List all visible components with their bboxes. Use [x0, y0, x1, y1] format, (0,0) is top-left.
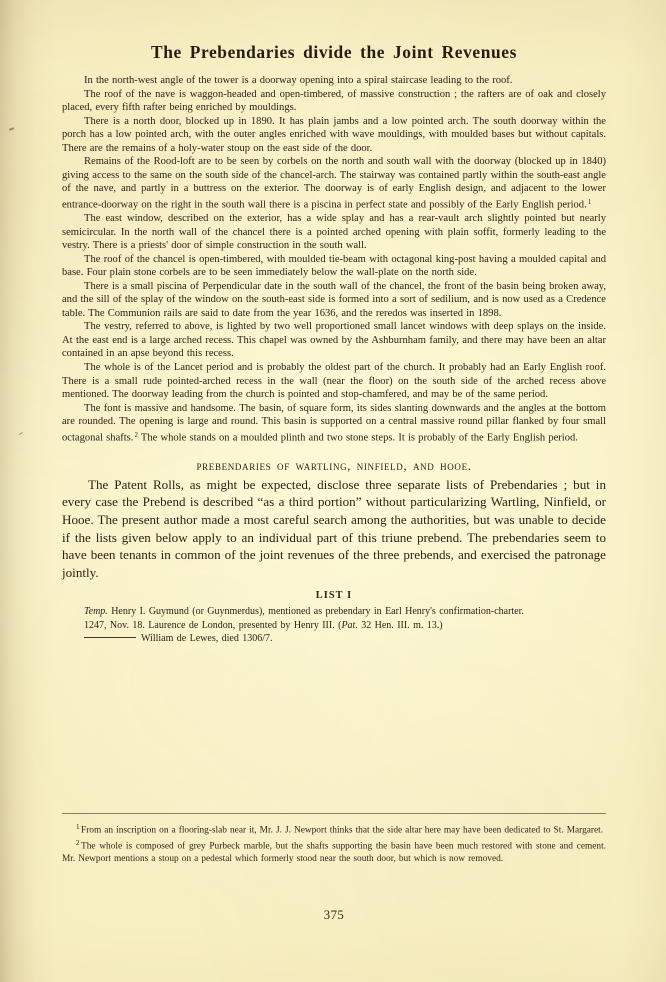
list-item — [62, 619, 606, 632]
body-text-block — [62, 74, 606, 445]
page-content-column — [62, 0, 606, 982]
section-paragraph-part-1: The Patent Rolls, as might be expected, disclose three separate lists of Prebendaries ; but in every case the Prebend is described — [62, 476, 606, 510]
paragraph-with-footnote-ref — [62, 155, 606, 212]
footnote-divider-rule — [62, 813, 606, 814]
page-number: 375 — [323, 908, 345, 922]
section-paragraph-part-2: without particularizing Wartling, Ninfield, or Hooe. The present author made a most careful search among the authorities, but was unable to decide if the lists given below apply to an individual part of this triune prebend. The prebendaries seem to have been tenants in common of the joint revenues of the three prebends, and exercised the patronage jointly. — [62, 494, 606, 580]
footnote-marker: 1 — [76, 823, 80, 831]
footnote-area — [62, 813, 606, 865]
repeat-entry-rule — [84, 637, 136, 638]
paragraph: The east window, described on the exterior, has a wide splay and has a rear-vault arch slightly pointed but nearly semicircular. In the north wall of the chancel there is a pointed arched opening with plain soffit, formerly leading to the vestry. There is a priests' door of simple construction in the south wall. — [62, 212, 606, 252]
footnote-text: From an inscription on a flooring-slab near it, Mr. J. J. Newport thinks that the side altar here may have been dedicated to St. Margaret. — [81, 825, 604, 836]
list-item-italic-tail: Pat. — [341, 619, 358, 631]
paragraph: The whole is of the Lancet period and is probably the oldest part of the church. It probably had an Early English roof. There is a small rude pointed-arched recess in the wall (near the floor) on the south side of the arched recess above mentioned. The doorway leading from the church is pointed and stop-chamfered, and may be of the same period. — [62, 361, 606, 401]
list-item-text-tail: 32 Hen. III. m. 13.) — [357, 619, 443, 631]
quoted-phrase: “as a third portion” — [257, 494, 362, 510]
footnote — [62, 837, 606, 865]
paragraph: In the north-west angle of the tower is a doorway opening into a spiral staircase leading to the roof. — [84, 75, 513, 86]
paragraph: The roof of the chancel is open-timbered, with moulded tie-beam with octagonal king-post having a moulded capital and base. Four plain stone corbels are to be seen immediately below the wall-plate on the north side. — [62, 253, 606, 279]
footnote-reference-2: 2 — [134, 430, 138, 439]
prebendary-list — [62, 605, 606, 645]
paragraph-tail: The whole stands on a moulded plinth and two stone steps. It is probably of the Early English period. — [137, 432, 578, 444]
list-item-text: 1247, Nov. 18. Laurence de London, presented by Henry III. ( — [84, 619, 342, 631]
paragraph-text: The font is massive and handsome. The basin, of square form, its sides slanting downwards and the angles at the bottom are rounded. The opening is large and round. This basin is supported on a central massive round pillar flanked by four small octagonal shafts. — [62, 402, 606, 444]
section-body-block — [62, 476, 606, 582]
list-heading: LIST I — [315, 590, 353, 602]
page-title: The Prebendaries divide the Joint Revenues — [151, 42, 517, 62]
footnote — [62, 821, 606, 837]
list-item — [62, 605, 606, 618]
margin-speck — [19, 432, 23, 435]
list-item — [62, 632, 606, 645]
list-item-text: William de Lewes, died 1306/7. — [141, 632, 273, 644]
list-item-text: Henry I. Guymund (or Guynmerdus), mentioned as prebendary in Earl Henry's confirmation-charter. — [107, 606, 524, 618]
margin-speck — [9, 127, 14, 130]
footnote-text: The whole is composed of grey Purbeck marble, but the shafts supporting the basin have been much restored with stone and cement. Mr. Newport mentions a stoup on a pedestal which formerly stood near the south door, but which is now removed. — [62, 841, 606, 864]
paragraph: The vestry, referred to above, is lighted by two well proportioned small lancet windows with deep splays on the inside. At the east end is a large arched recess. This chapel was owned by the Ashburnham family, and there may have been an altar contained in an apse beyond this recess. — [62, 321, 606, 360]
paragraph-with-footnote-ref — [62, 402, 606, 445]
paragraph: There is a small piscina of Perpendicular date in the south wall of the chancel, the front of the basin being broken away, and the sill of the splay of the window on the south-east side is formed into a sort of sedilium, and is now used as a Credence table. The Communion rails are said to date from the year 1636, and the reredos was inserted in 1898. — [62, 280, 606, 319]
footnote-reference-1: 1 — [587, 197, 592, 206]
footnote-marker: 2 — [76, 838, 80, 847]
list-item-italic-lead: Temp. — [84, 606, 108, 618]
section-heading-prebendaries: prebendaries of wartling, ninfield, and hooe. — [196, 458, 472, 473]
paragraph-text: Remains of the Rood-loft are to be seen by corbels on the north and south wall with the doorway (blocked up in 1840) giving access to the same on the south side of the chancel-arch. The stairway was contained partly within the south-east angle of the nave, and partly in a buttress on the exterior. The doorway is of early English design, and adjacent to the lower entrance-doorway on the right in the south wall there is a piscina in perfect state and possibly of the Early English period. — [62, 156, 606, 211]
paragraph: There is a north door, blocked up in 1890. It has plain jambs and a low pointed arch. The south doorway within the porch has a low pointed arch, with the outer angles enriched with wave mouldings, with moulded bases but without capitals. There are the remains of a holy-water stoup on the east side of the door. — [62, 115, 606, 154]
section-paragraph — [62, 476, 606, 582]
paragraph: The roof of the nave is waggon-headed and open-timbered, of massive construction ; the rafters are of oak and closely placed, every fifth rafter being enriched by mouldings. — [62, 88, 606, 114]
